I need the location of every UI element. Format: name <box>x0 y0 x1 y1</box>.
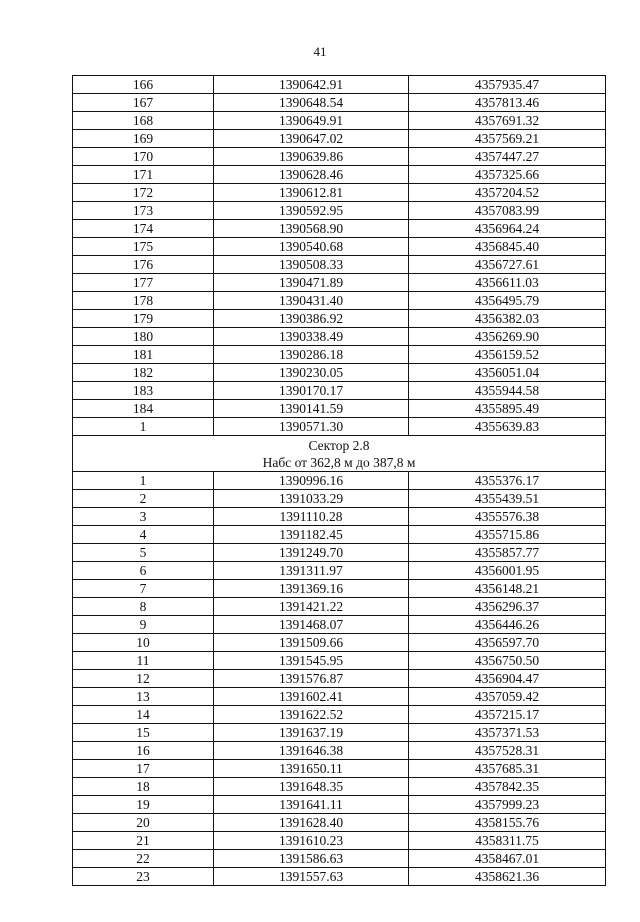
x-coordinate-cell: 1391249.70 <box>214 544 409 562</box>
y-coordinate-cell: 4356159.52 <box>409 346 606 364</box>
x-coordinate-cell: 1390386.92 <box>214 310 409 328</box>
point-number-cell: 181 <box>73 346 214 364</box>
table-row <box>73 256 606 274</box>
table-row <box>73 148 606 166</box>
y-coordinate-cell: 4357842.35 <box>409 778 606 796</box>
x-coordinate-cell: 1390540.68 <box>214 238 409 256</box>
x-coordinate-cell: 1390431.40 <box>214 292 409 310</box>
y-coordinate-cell: 4355895.49 <box>409 400 606 418</box>
y-coordinate-cell: 4358621.36 <box>409 868 606 886</box>
sector-header-row <box>73 436 606 472</box>
y-coordinate-cell: 4357447.27 <box>409 148 606 166</box>
table-row <box>73 796 606 814</box>
x-coordinate-cell: 1391650.11 <box>214 760 409 778</box>
table-row <box>73 580 606 598</box>
point-number-cell: 3 <box>73 508 214 526</box>
point-number-cell: 174 <box>73 220 214 238</box>
y-coordinate-cell: 4358155.76 <box>409 814 606 832</box>
table-section-sector <box>73 436 606 472</box>
y-coordinate-cell: 4358467.01 <box>409 850 606 868</box>
x-coordinate-cell: 1390286.18 <box>214 346 409 364</box>
table-row <box>73 184 606 202</box>
y-coordinate-cell: 4356495.79 <box>409 292 606 310</box>
table-row <box>73 346 606 364</box>
y-coordinate-cell: 4357215.17 <box>409 706 606 724</box>
y-coordinate-cell: 4356296.37 <box>409 598 606 616</box>
x-coordinate-cell: 1391311.97 <box>214 562 409 580</box>
y-coordinate-cell: 4356904.47 <box>409 670 606 688</box>
x-coordinate-cell: 1390338.49 <box>214 328 409 346</box>
table-row <box>73 598 606 616</box>
x-coordinate-cell: 1391421.22 <box>214 598 409 616</box>
x-coordinate-cell: 1390628.46 <box>214 166 409 184</box>
point-number-cell: 20 <box>73 814 214 832</box>
table-row <box>73 76 606 94</box>
x-coordinate-cell: 1390642.91 <box>214 76 409 94</box>
y-coordinate-cell: 4356964.24 <box>409 220 606 238</box>
table-row <box>73 562 606 580</box>
y-coordinate-cell: 4356269.90 <box>409 328 606 346</box>
coordinates-table <box>72 75 606 886</box>
table-row <box>73 508 606 526</box>
table-row <box>73 526 606 544</box>
x-coordinate-cell: 1391641.11 <box>214 796 409 814</box>
x-coordinate-cell: 1390612.81 <box>214 184 409 202</box>
y-coordinate-cell: 4356001.95 <box>409 562 606 580</box>
table-row <box>73 778 606 796</box>
y-coordinate-cell: 4357691.32 <box>409 112 606 130</box>
x-coordinate-cell: 1391628.40 <box>214 814 409 832</box>
sector-header-cell <box>73 436 606 472</box>
y-coordinate-cell: 4355639.83 <box>409 418 606 436</box>
y-coordinate-cell: 4355376.17 <box>409 472 606 490</box>
y-coordinate-cell: 4357569.21 <box>409 130 606 148</box>
y-coordinate-cell: 4356051.04 <box>409 364 606 382</box>
page-number: 41 <box>313 44 327 59</box>
table-row <box>73 400 606 418</box>
table-row <box>73 202 606 220</box>
point-number-cell: 175 <box>73 238 214 256</box>
x-coordinate-cell: 1391602.41 <box>214 688 409 706</box>
x-coordinate-cell: 1390170.17 <box>214 382 409 400</box>
table-row <box>73 868 606 886</box>
table-row <box>73 328 606 346</box>
table-row <box>73 544 606 562</box>
y-coordinate-cell: 4357685.31 <box>409 760 606 778</box>
point-number-cell: 21 <box>73 832 214 850</box>
table-row <box>73 742 606 760</box>
point-number-cell: 14 <box>73 706 214 724</box>
point-number-cell: 4 <box>73 526 214 544</box>
x-coordinate-cell: 1390568.90 <box>214 220 409 238</box>
point-number-cell: 12 <box>73 670 214 688</box>
table-row <box>73 670 606 688</box>
table-row <box>73 418 606 436</box>
y-coordinate-cell: 4357325.66 <box>409 166 606 184</box>
x-coordinate-cell: 1391369.16 <box>214 580 409 598</box>
x-coordinate-cell: 1391646.38 <box>214 742 409 760</box>
y-coordinate-cell: 4357528.31 <box>409 742 606 760</box>
y-coordinate-cell: 4355576.38 <box>409 508 606 526</box>
table-row <box>73 310 606 328</box>
table-row <box>73 112 606 130</box>
point-number-cell: 18 <box>73 778 214 796</box>
table-section-part1 <box>73 76 606 436</box>
point-number-cell: 180 <box>73 328 214 346</box>
x-coordinate-cell: 1390649.91 <box>214 112 409 130</box>
x-coordinate-cell: 1390508.33 <box>214 256 409 274</box>
x-coordinate-cell: 1391110.28 <box>214 508 409 526</box>
point-number-cell: 16 <box>73 742 214 760</box>
table-row <box>73 688 606 706</box>
point-number-cell: 23 <box>73 868 214 886</box>
y-coordinate-cell: 4355857.77 <box>409 544 606 562</box>
x-coordinate-cell: 1390471.89 <box>214 274 409 292</box>
y-coordinate-cell: 4358311.75 <box>409 832 606 850</box>
table-row <box>73 472 606 490</box>
x-coordinate-cell: 1391610.23 <box>214 832 409 850</box>
table-row <box>73 706 606 724</box>
x-coordinate-cell: 1390647.02 <box>214 130 409 148</box>
y-coordinate-cell: 4355439.51 <box>409 490 606 508</box>
table-row <box>73 364 606 382</box>
table-row <box>73 382 606 400</box>
table-row <box>73 850 606 868</box>
table-row <box>73 166 606 184</box>
table-row <box>73 616 606 634</box>
table-row <box>73 220 606 238</box>
y-coordinate-cell: 4356611.03 <box>409 274 606 292</box>
x-coordinate-cell: 1391637.19 <box>214 724 409 742</box>
x-coordinate-cell: 1391648.35 <box>214 778 409 796</box>
sector-title: Сектор 2.8 <box>308 437 370 453</box>
point-number-cell: 10 <box>73 634 214 652</box>
point-number-cell: 8 <box>73 598 214 616</box>
y-coordinate-cell: 4357935.47 <box>409 76 606 94</box>
y-coordinate-cell: 4355715.86 <box>409 526 606 544</box>
point-number-cell: 176 <box>73 256 214 274</box>
x-coordinate-cell: 1391509.66 <box>214 634 409 652</box>
point-number-cell: 178 <box>73 292 214 310</box>
point-number-cell: 22 <box>73 850 214 868</box>
sector-subtitle: Набс от 362,8 м до 387,8 м <box>262 454 416 470</box>
point-number-cell: 170 <box>73 148 214 166</box>
point-number-cell: 11 <box>73 652 214 670</box>
table-row <box>73 832 606 850</box>
point-number-cell: 167 <box>73 94 214 112</box>
x-coordinate-cell: 1390639.86 <box>214 148 409 166</box>
table-row <box>73 490 606 508</box>
point-number-cell: 171 <box>73 166 214 184</box>
x-coordinate-cell: 1390230.05 <box>214 364 409 382</box>
y-coordinate-cell: 4355944.58 <box>409 382 606 400</box>
x-coordinate-cell: 1391182.45 <box>214 526 409 544</box>
table-row <box>73 292 606 310</box>
point-number-cell: 172 <box>73 184 214 202</box>
y-coordinate-cell: 4356382.03 <box>409 310 606 328</box>
y-coordinate-cell: 4356750.50 <box>409 652 606 670</box>
table-row <box>73 814 606 832</box>
y-coordinate-cell: 4356597.70 <box>409 634 606 652</box>
x-coordinate-cell: 1391468.07 <box>214 616 409 634</box>
x-coordinate-cell: 1391622.52 <box>214 706 409 724</box>
table-row <box>73 130 606 148</box>
y-coordinate-cell: 4357813.46 <box>409 94 606 112</box>
point-number-cell: 7 <box>73 580 214 598</box>
point-number-cell: 6 <box>73 562 214 580</box>
point-number-cell: 13 <box>73 688 214 706</box>
x-coordinate-cell: 1391576.87 <box>214 670 409 688</box>
y-coordinate-cell: 4356727.61 <box>409 256 606 274</box>
point-number-cell: 184 <box>73 400 214 418</box>
point-number-cell: 168 <box>73 112 214 130</box>
point-number-cell: 179 <box>73 310 214 328</box>
y-coordinate-cell: 4357371.53 <box>409 724 606 742</box>
x-coordinate-cell: 1390571.30 <box>214 418 409 436</box>
x-coordinate-cell: 1390141.59 <box>214 400 409 418</box>
table-row <box>73 760 606 778</box>
x-coordinate-cell: 1391557.63 <box>214 868 409 886</box>
point-number-cell: 169 <box>73 130 214 148</box>
point-number-cell: 19 <box>73 796 214 814</box>
table-row <box>73 652 606 670</box>
table-row <box>73 724 606 742</box>
table-section-part2 <box>73 472 606 886</box>
x-coordinate-cell: 1391586.63 <box>214 850 409 868</box>
y-coordinate-cell: 4356845.40 <box>409 238 606 256</box>
x-coordinate-cell: 1390648.54 <box>214 94 409 112</box>
point-number-cell: 2 <box>73 490 214 508</box>
y-coordinate-cell: 4356148.21 <box>409 580 606 598</box>
y-coordinate-cell: 4357204.52 <box>409 184 606 202</box>
table-row <box>73 238 606 256</box>
table-row <box>73 274 606 292</box>
point-number-cell: 17 <box>73 760 214 778</box>
point-number-cell: 5 <box>73 544 214 562</box>
y-coordinate-cell: 4357999.23 <box>409 796 606 814</box>
x-coordinate-cell: 1391033.29 <box>214 490 409 508</box>
point-number-cell: 177 <box>73 274 214 292</box>
y-coordinate-cell: 4357059.42 <box>409 688 606 706</box>
point-number-cell: 166 <box>73 76 214 94</box>
point-number-cell: 183 <box>73 382 214 400</box>
point-number-cell: 1 <box>73 472 214 490</box>
point-number-cell: 173 <box>73 202 214 220</box>
x-coordinate-cell: 1390996.16 <box>214 472 409 490</box>
x-coordinate-cell: 1390592.95 <box>214 202 409 220</box>
table-row <box>73 94 606 112</box>
point-number-cell: 182 <box>73 364 214 382</box>
x-coordinate-cell: 1391545.95 <box>214 652 409 670</box>
y-coordinate-cell: 4357083.99 <box>409 202 606 220</box>
y-coordinate-cell: 4356446.26 <box>409 616 606 634</box>
point-number-cell: 1 <box>73 418 214 436</box>
point-number-cell: 15 <box>73 724 214 742</box>
table-row <box>73 634 606 652</box>
point-number-cell: 9 <box>73 616 214 634</box>
